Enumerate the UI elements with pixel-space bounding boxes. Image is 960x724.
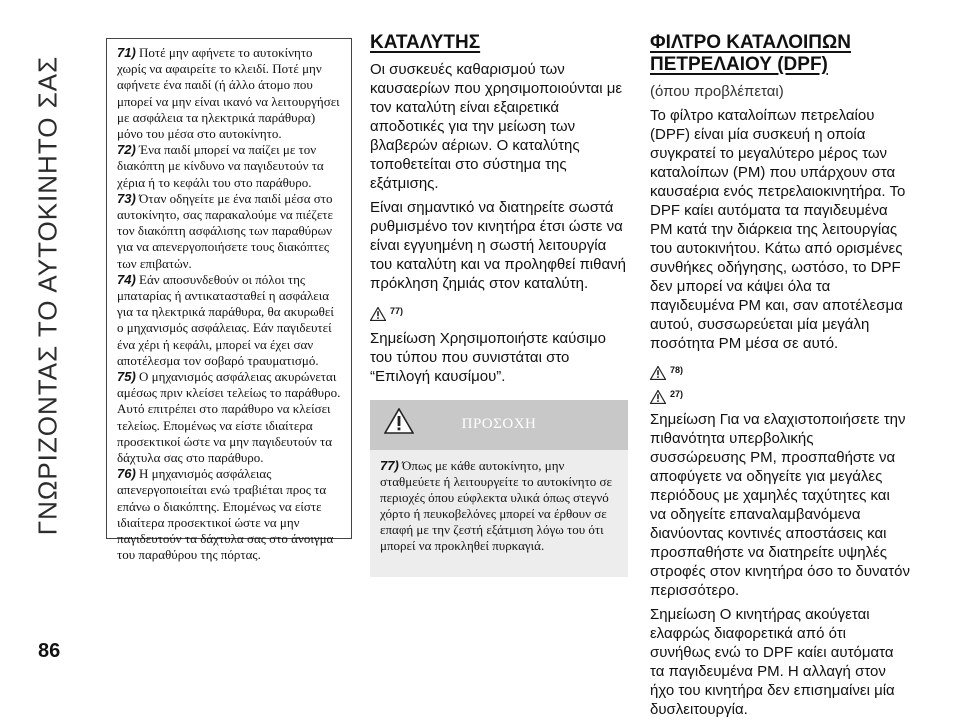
caution-ref-number: 27) bbox=[670, 389, 684, 399]
safety-note bbox=[117, 45, 341, 142]
dpf-title-line-2: ΠΕΤΡΕΛΑΙΟΥ (DPF) bbox=[650, 54, 828, 75]
safety-note bbox=[117, 466, 341, 563]
dpf-title bbox=[650, 32, 910, 76]
note-number: 74) bbox=[117, 271, 136, 287]
safety-note bbox=[117, 191, 341, 272]
dpf-note-1: Σημείωση Για να ελαχιστοποιήσετε την πιθανότητα υπερβολικής συσσώρευσης PM, προσπαθήστε να αποφύγετε να οδηγείτε για μεγάλες περιόδους με χαμηλές ταχύτητες και να οδηγείτε επαναλαμβανόμενα διανύοντας κοντινές αποστάσεις και προσπαθήστε να διατηρείτε υψηλές στροφές στον κινητήρα όσο το δυνατόν περισσότερο. bbox=[650, 411, 910, 599]
caution-reference bbox=[370, 299, 630, 321]
warning-body bbox=[370, 450, 628, 577]
side-chapter-tab bbox=[12, 20, 82, 620]
warning-body-text: Όπως με κάθε αυτοκίνητο, μην σταθμεύετε ή λειτουργείτε το αυτοκίνητο σε περιοχές όπου εύφλεκτα υλικά όπως στεγνό χόρτο ή πευκοβελόνες μπορεί να έρθουν σε επαφή με την ζεστή εξάτμιση λόγω του ότι μπορεί να προκληθεί πυρκαγιά. bbox=[380, 458, 613, 553]
note-text: Ποτέ μην αφήνετε το αυτοκίνητο χωρίς να αφαιρείτε το κλειδί. Ποτέ μην αφήνετε ένα παιδί (ή άλλο άτομο που μπορεί να μην είναι ικανό να λειτουργήσει με ασφάλεια τα ηλεκτρικά παράθυρα) μόνο του μέσα στο αυτοκίνητο. bbox=[117, 45, 340, 142]
caution-triangle-icon bbox=[650, 366, 666, 380]
caution-ref-number: 78) bbox=[670, 365, 684, 375]
note-number: 73) bbox=[117, 190, 136, 206]
catalyst-note: Σημείωση Χρησιμοποιήστε καύσιμο του τύπου που συνιστάται στο “Επιλογή καυσίμου”. bbox=[370, 330, 606, 385]
safety-note bbox=[117, 369, 341, 466]
note-text: Όταν οδηγείτε με ένα παιδί μέσα στο αυτοκίνητο, σας παρακαλούμε να πιέζετε τον διακόπτη ασφάλισης των παραθύρων για να απενεργοποιήσετε τους διακόπτες των επιβατών. bbox=[117, 190, 333, 271]
note-text: Η μηχανισμός ασφάλειας απενεργοποιείται ενώ τραβιέται προς τα επάνω ο διακόπτης. Επομένως να είστε ιδιαίτερα προσεκτικοί ώστε να μην παγιδευτούν τα δάχτυλα σας στο άνοιγμα του παραθύρου της πόρτας. bbox=[117, 466, 334, 563]
note-number: 75) bbox=[117, 369, 136, 385]
note-number: 72) bbox=[117, 142, 136, 158]
catalyst-paragraph-2: Είναι σημαντικό να διατηρείτε σωστά ρυθμισμένο τον κινητήρα έτσι ώστε να είναι εγγυημένη η σωστή λειτουργία του καταλύτη και να προληφθεί πιθανή πρόκληση ζημιάς στον καταλύτη. bbox=[370, 199, 626, 292]
caution-triangle-icon bbox=[370, 307, 386, 321]
caution-reference bbox=[650, 358, 910, 380]
dpf-title-line-1: ΦΙΛΤΡΟ ΚΑΤΑΛΟΙΠΩΝ bbox=[650, 32, 851, 53]
dpf-paragraph-1: Το φίλτρο καταλοίπων πετρελαίου (DPF) είναι μία συσκευή η οποία συγκρατεί το μεγαλύτερο μέρος των καταλοίπων (PM) που υπάρχουν στα καυσαέρια ενός πετρελαιοκινητήρα. Το DPF καίει αυτόματα τα παγιδευμένα PM κατά την διάρκεια της λειτουργίας του αυτοκινήτου. Κάτω από ορισμένες συνθήκες οδήγησης, ωστόσο, το DPF δεν μπορεί να κάψει όλα τα παγιδευμένα PM και, σαν αποτέλεσμα αυτού, συσσωρεύεται μία μεγάλη ποσότητα PM μέσα σε αυτό. bbox=[650, 107, 906, 352]
warning-label: ΠΡΟΣΟΧΗ bbox=[461, 416, 537, 432]
warning-text bbox=[380, 458, 618, 554]
warning-header bbox=[370, 400, 628, 450]
chapter-title: ΓΝΩΡΙΖΟΝΤΑΣ ΤΟ ΑΥΤΟΚΙΝΗΤΟ ΣΑΣ bbox=[32, 55, 63, 536]
warning-number: 77) bbox=[380, 458, 399, 473]
safety-note bbox=[117, 142, 341, 191]
caution-ref-number: 77) bbox=[390, 306, 404, 316]
catalyst-title: ΚΑΤΑΛΥΤΗΣ bbox=[370, 32, 481, 53]
note-text: Ένα παιδί μπορεί να παίζει με τον διακόπτη με κίνδυνο να παγιδευτούν τα χέρια ή το κεφάλι του στο παράθυρο. bbox=[117, 142, 324, 190]
dpf-section bbox=[650, 32, 910, 724]
safety-note bbox=[117, 272, 341, 369]
catalyst-paragraph-1: Οι συσκευές καθαρισμού των καυσαερίων που χρησιμοποιούνται με τον καταλύτη είναι εξαιρετικά αποδοτικές για την μείωση των βλαβερών αέριων. Ο καταλύτης τοποθετείται στο σύστημα της εξάτμισης. bbox=[370, 61, 623, 192]
note-text: Εάν αποσυνδεθούν οι πόλοι της μπαταρίας ή αντικατασταθεί η ασφάλεια για τα ηλεκτρικά παράθυρα, θα ακυρωθεί ο μηχανισμός ασφάλειας. Εάν παγιδευτεί ένα χέρι ή κεφάλι, μπορεί να έχει σαν αποτέλεσμα τον σοβαρό τραυματισμό. bbox=[117, 271, 334, 368]
caution-reference bbox=[650, 382, 910, 404]
note-number: 71) bbox=[117, 45, 136, 60]
page-number: 86 bbox=[38, 640, 61, 662]
dpf-note-2: Σημείωση Ο κινητήρας ακούγεται ελαφρώς διαφορετικά από ότι συνήθως ενώ το DPF καίει αυτόματα τα παγιδευμένα PM. Η αλλαγή στον ήχο του κινητήρα δεν επισημαίνει μία δυσλειτουργία. bbox=[650, 606, 895, 718]
caution-triangle-icon bbox=[650, 390, 666, 404]
safety-notes-box bbox=[106, 38, 352, 563]
note-number: 76) bbox=[117, 466, 136, 482]
dpf-subtitle: (όπου προβλέπεται) bbox=[650, 83, 784, 100]
note-text: Ο μηχανισμός ασφάλειας ακυρώνεται αμέσως πριν κλείσει τελείως το παράθυρο. Αυτό επιτρέπει στο παράθυρο να κλείσει τελείως. Επομένως να είστε ιδιαίτερα προσεκτικοί ώστε να μην παγιδευτούν τα δάχτυλα σας στο παράθυρο. bbox=[117, 369, 341, 466]
catalyst-section bbox=[370, 32, 630, 577]
